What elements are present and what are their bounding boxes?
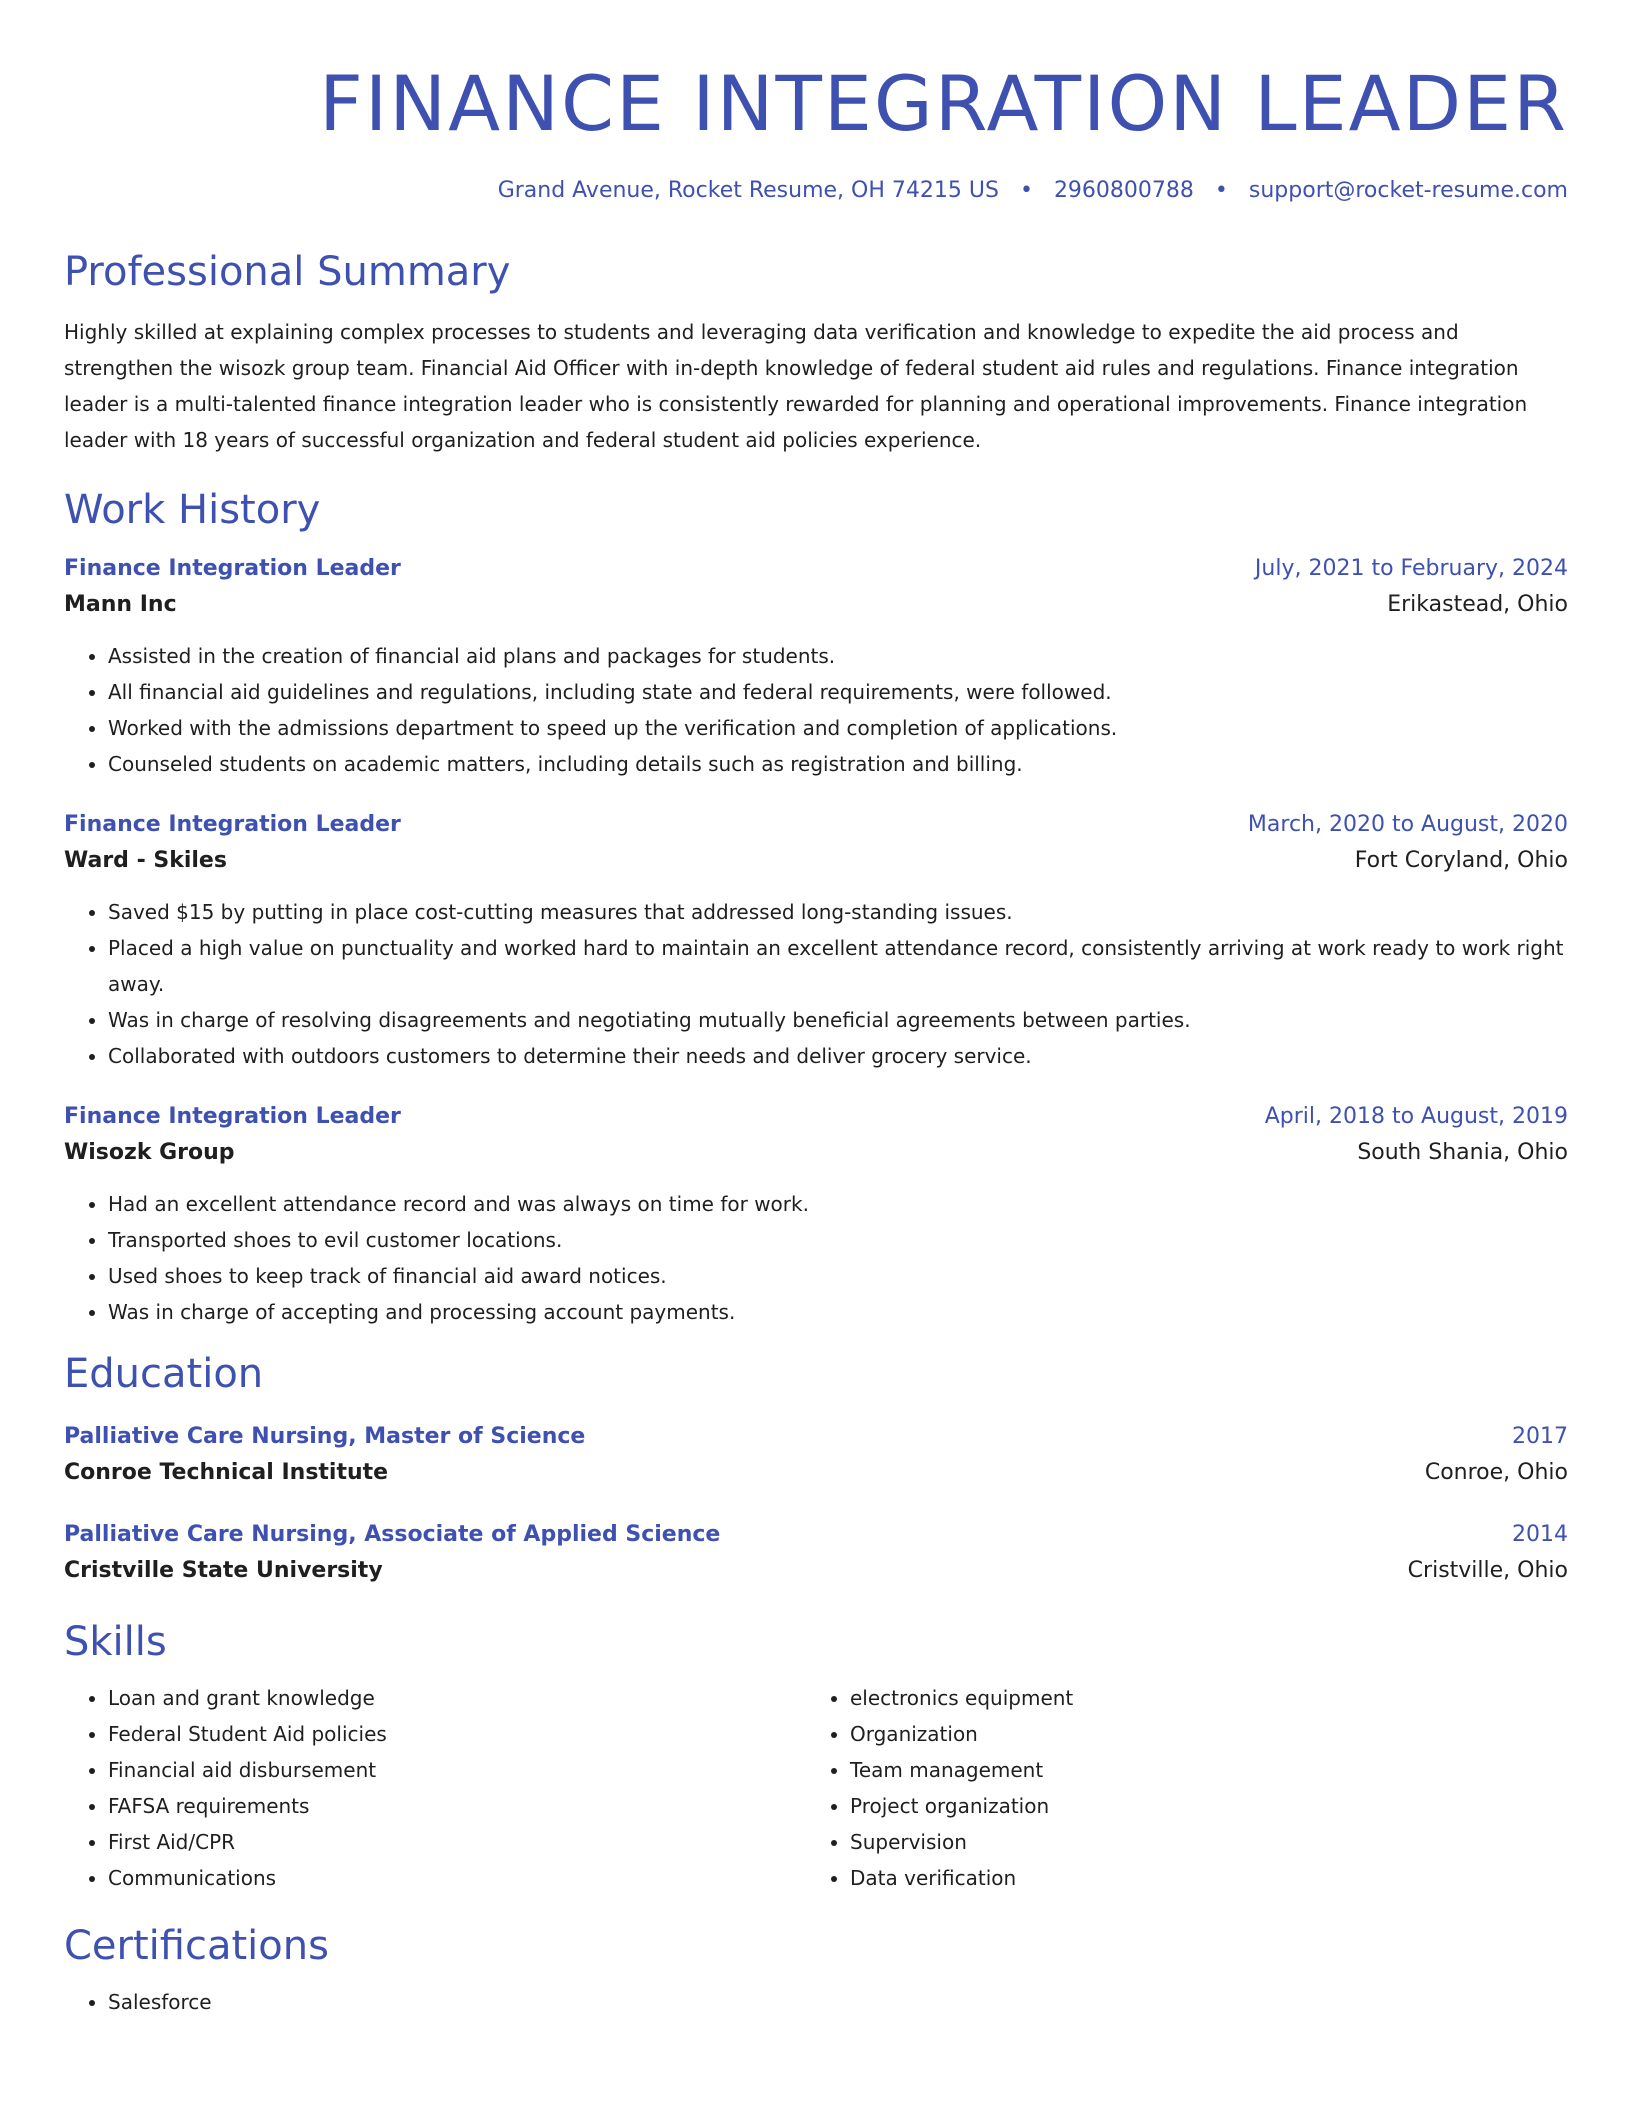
skill-item: • Federal Student Aid policies bbox=[108, 1716, 806, 1752]
job-bullet: • All financial aid guidelines and regulations, including state and federal requirements, were followed. bbox=[108, 674, 1568, 710]
contact-address: Grand Avenue, Rocket Resume, OH 74215 US bbox=[497, 178, 999, 203]
skills-list-left bbox=[64, 1680, 806, 1896]
skill-item: • Supervision bbox=[850, 1824, 1548, 1860]
job-entry bbox=[64, 552, 1568, 782]
job-bullets bbox=[64, 1186, 1568, 1330]
contact-email: support@rocket-resume.com bbox=[1248, 178, 1568, 203]
skill-item: • Loan and grant knowledge bbox=[108, 1680, 806, 1716]
job-bullet: • Had an excellent attendance record and was always on time for work. bbox=[108, 1186, 1568, 1222]
education-degree: Palliative Care Nursing, Associate of Applied Science bbox=[64, 1522, 721, 1547]
job-entry bbox=[64, 808, 1568, 1074]
contact-phone: 2960800788 bbox=[1053, 178, 1194, 203]
skill-item: • First Aid/CPR bbox=[108, 1824, 806, 1860]
job-location: South Shania, Ohio bbox=[1357, 1140, 1568, 1165]
education-school: Conroe Technical Institute bbox=[64, 1460, 389, 1485]
education-school: Cristville State University bbox=[64, 1558, 383, 1583]
job-location: Fort Coryland, Ohio bbox=[1354, 848, 1568, 873]
education-location: Cristville, Ohio bbox=[1407, 1558, 1568, 1583]
job-bullet: • Worked with the admissions department to speed up the verification and completion of applications. bbox=[108, 710, 1568, 746]
skill-item: • Data verification bbox=[850, 1860, 1548, 1896]
certification-item: • Salesforce bbox=[108, 1984, 1568, 2020]
job-dates: April, 2018 to August, 2019 bbox=[1264, 1104, 1568, 1129]
job-company: Mann Inc bbox=[64, 592, 177, 617]
candidate-title: FINANCE INTEGRATION LEADER bbox=[319, 59, 1568, 148]
skills-columns bbox=[64, 1680, 1568, 1896]
summary-text: Highly skilled at explaining complex processes to students and leveraging data verification and knowledge to expedite the aid process and strengthen the wisozk group team. Financial Aid Officer with in-depth knowledge of federal student aid rules and regulations. Finance integration leader is a multi-talented finance integration leader who is consistently rewarded for planning and operational improvements. Finance integration leader with 18 years of successful organization and federal student aid policies experience. bbox=[64, 320, 1528, 452]
job-bullet: • Counseled students on academic matters, including details such as registration and billing. bbox=[108, 746, 1568, 782]
education-heading: Education bbox=[64, 1351, 264, 1397]
job-dates: March, 2020 to August, 2020 bbox=[1247, 812, 1568, 837]
job-location: Erikastead, Ohio bbox=[1387, 592, 1568, 617]
job-dates: July, 2021 to February, 2024 bbox=[1254, 556, 1568, 581]
job-bullets bbox=[64, 894, 1568, 1074]
job-entry bbox=[64, 1100, 1568, 1330]
skill-item: • Communications bbox=[108, 1860, 806, 1896]
job-role: Finance Integration Leader bbox=[64, 556, 401, 581]
job-role: Finance Integration Leader bbox=[64, 1104, 401, 1129]
skill-item: • Financial aid disbursement bbox=[108, 1752, 806, 1788]
job-bullet: • Saved $15 by putting in place cost-cutting measures that addressed long-standing issues. bbox=[108, 894, 1568, 930]
skill-item: • Team management bbox=[850, 1752, 1548, 1788]
skill-item: • Organization bbox=[850, 1716, 1548, 1752]
education-year: 2017 bbox=[1512, 1424, 1568, 1449]
contact-separator: • bbox=[1214, 178, 1228, 203]
education-location: Conroe, Ohio bbox=[1424, 1460, 1568, 1485]
job-bullet: • Was in charge of accepting and processing account payments. bbox=[108, 1294, 1568, 1330]
job-company: Ward - Skiles bbox=[64, 848, 227, 873]
certifications-list bbox=[64, 1984, 1568, 2020]
job-bullet: • Transported shoes to evil customer locations. bbox=[108, 1222, 1568, 1258]
summary-heading: Professional Summary bbox=[64, 249, 511, 295]
skills-heading: Skills bbox=[64, 1619, 167, 1665]
job-bullets bbox=[64, 638, 1568, 782]
job-company: Wisozk Group bbox=[64, 1140, 235, 1165]
skill-item: • electronics equipment bbox=[850, 1680, 1548, 1716]
contact-separator: • bbox=[1019, 178, 1033, 203]
job-role: Finance Integration Leader bbox=[64, 812, 401, 837]
work-history-heading: Work History bbox=[64, 487, 321, 533]
job-bullet: • Was in charge of resolving disagreements and negotiating mutually beneficial agreements between parties. bbox=[108, 1002, 1568, 1038]
skills-list-right bbox=[806, 1680, 1548, 1896]
education-degree: Palliative Care Nursing, Master of Science bbox=[64, 1424, 586, 1449]
job-bullet: • Placed a high value on punctuality and worked hard to maintain an excellent attendance record, consistently arriving at work ready to work right away. bbox=[108, 930, 1568, 1002]
job-bullet: • Assisted in the creation of financial aid plans and packages for students. bbox=[108, 638, 1568, 674]
education-entry bbox=[64, 1518, 1568, 1590]
skill-item: • FAFSA requirements bbox=[108, 1788, 806, 1824]
job-bullet: • Collaborated with outdoors customers to determine their needs and deliver grocery service. bbox=[108, 1038, 1568, 1074]
contact-line bbox=[64, 176, 1568, 206]
job-bullet: • Used shoes to keep track of financial aid award notices. bbox=[108, 1258, 1568, 1294]
certifications-heading: Certifications bbox=[64, 1923, 329, 1969]
skill-item: • Project organization bbox=[850, 1788, 1548, 1824]
education-entry bbox=[64, 1420, 1568, 1492]
education-year: 2014 bbox=[1512, 1522, 1568, 1547]
